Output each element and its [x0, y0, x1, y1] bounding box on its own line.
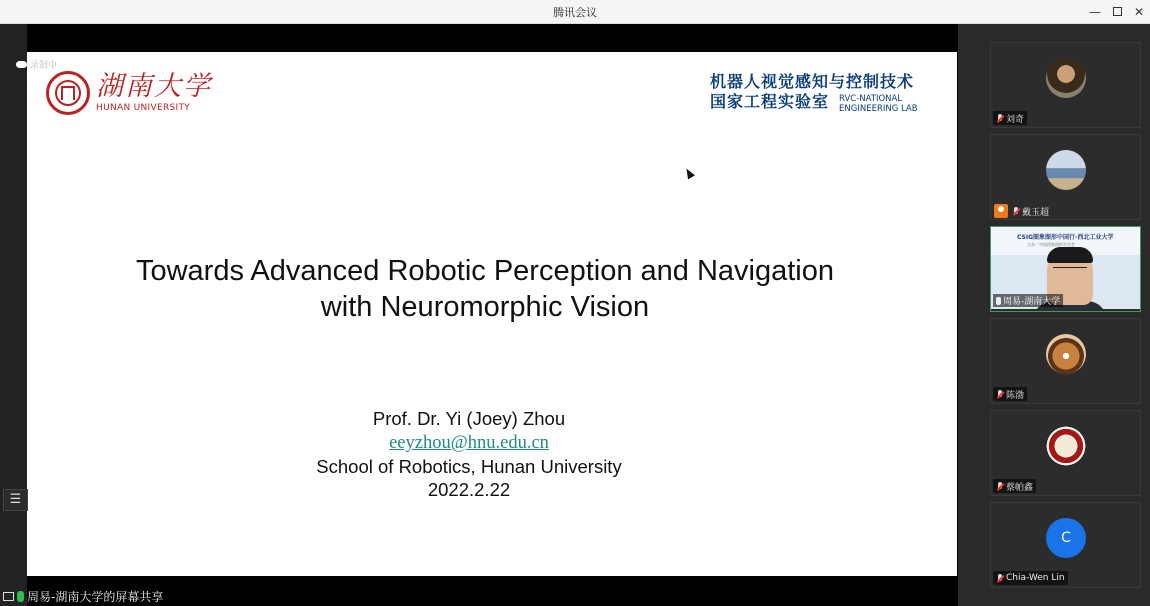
hunan-university-logo: [46, 71, 212, 115]
video-background-slide-sub: 主办：中国图象图形学学会: [1027, 242, 1075, 247]
screen-share-label: 周易-湖南大学的屏幕共享: [27, 590, 164, 604]
microphone-muted-icon: [996, 482, 1004, 491]
microphone-muted-icon: [996, 390, 1004, 399]
participant-name: 戴玉超: [1022, 207, 1050, 218]
recording-label: 录制中: [30, 60, 58, 71]
minimize-button[interactable]: —: [1089, 5, 1101, 19]
participant-name: 周易-湖南大学: [1003, 297, 1061, 307]
participant-tile[interactable]: [990, 410, 1141, 496]
participant-tile[interactable]: [990, 318, 1141, 404]
lab-name-cn-line2: 国家工程实验室: [710, 92, 830, 111]
microphone-on-icon: [996, 297, 1001, 305]
participant-tile[interactable]: [990, 134, 1141, 220]
microphone-muted-icon: [996, 574, 1004, 583]
recording-badge[interactable]: [16, 57, 57, 71]
slide-title-line2: with Neuromorphic Vision: [320, 291, 650, 323]
microphone-on-icon: [17, 591, 24, 602]
lab-name-en-line1: RVC-NATIONAL: [839, 94, 903, 104]
screen-share-indicator: [0, 588, 163, 605]
maximize-icon: [1113, 7, 1122, 16]
microphone-muted-icon: [996, 114, 1004, 123]
participant-tile[interactable]: [990, 42, 1141, 128]
author-affiliation: School of Robotics, Hunan University: [316, 456, 622, 477]
participant-avatar: [1046, 150, 1086, 190]
slide-title-line1: Towards Advanced Robotic Perception and Navigation: [135, 255, 835, 287]
participant-avatar: C: [1046, 518, 1086, 558]
window-title: 腾讯会议: [553, 6, 597, 19]
person-icon: [994, 204, 1008, 218]
microphone-muted-icon: [1012, 207, 1020, 216]
cloud-icon: [16, 61, 27, 68]
participant-name: 刘奇: [1006, 114, 1025, 125]
participant-avatar: [1046, 58, 1086, 98]
slide-title: [27, 253, 943, 325]
maximize-button[interactable]: [1108, 3, 1126, 21]
lab-name-en-line2: ENGINEERING LAB: [839, 104, 918, 114]
participant-avatar: [1046, 426, 1086, 466]
screen-share-icon: [3, 592, 14, 601]
member-list-button[interactable]: ☰: [3, 489, 28, 511]
university-seal-icon: [46, 71, 90, 115]
participant-video[interactable]: [991, 227, 1140, 309]
close-button[interactable]: ✕: [1133, 5, 1145, 19]
lab-logo: [710, 72, 918, 114]
author-email-link[interactable]: eeyzhou@hnu.edu.cn: [389, 433, 549, 453]
presentation-date: 2022.2.22: [427, 479, 511, 500]
participant-name: 陈渤: [1006, 390, 1025, 401]
left-strip: [0, 24, 27, 606]
participant-name: 蔡帕鑫: [1006, 482, 1034, 493]
author-block: [27, 407, 911, 501]
university-name-cn: 湖南大学: [96, 71, 212, 102]
participant-name: Chia-Wen Lin: [1006, 573, 1065, 583]
participant-avatar: [1046, 334, 1086, 374]
participant-tile[interactable]: [990, 502, 1141, 588]
author-name: Prof. Dr. Yi (Joey) Zhou: [372, 408, 566, 429]
lab-name-cn-line1: 机器人视觉感知与控制技术: [710, 72, 915, 91]
university-name-en: HUNAN UNIVERSITY: [96, 103, 191, 113]
title-bar: [0, 0, 1150, 24]
video-background-slide-text: CSIG图象图形中国行-西北工业大学: [1017, 234, 1114, 241]
